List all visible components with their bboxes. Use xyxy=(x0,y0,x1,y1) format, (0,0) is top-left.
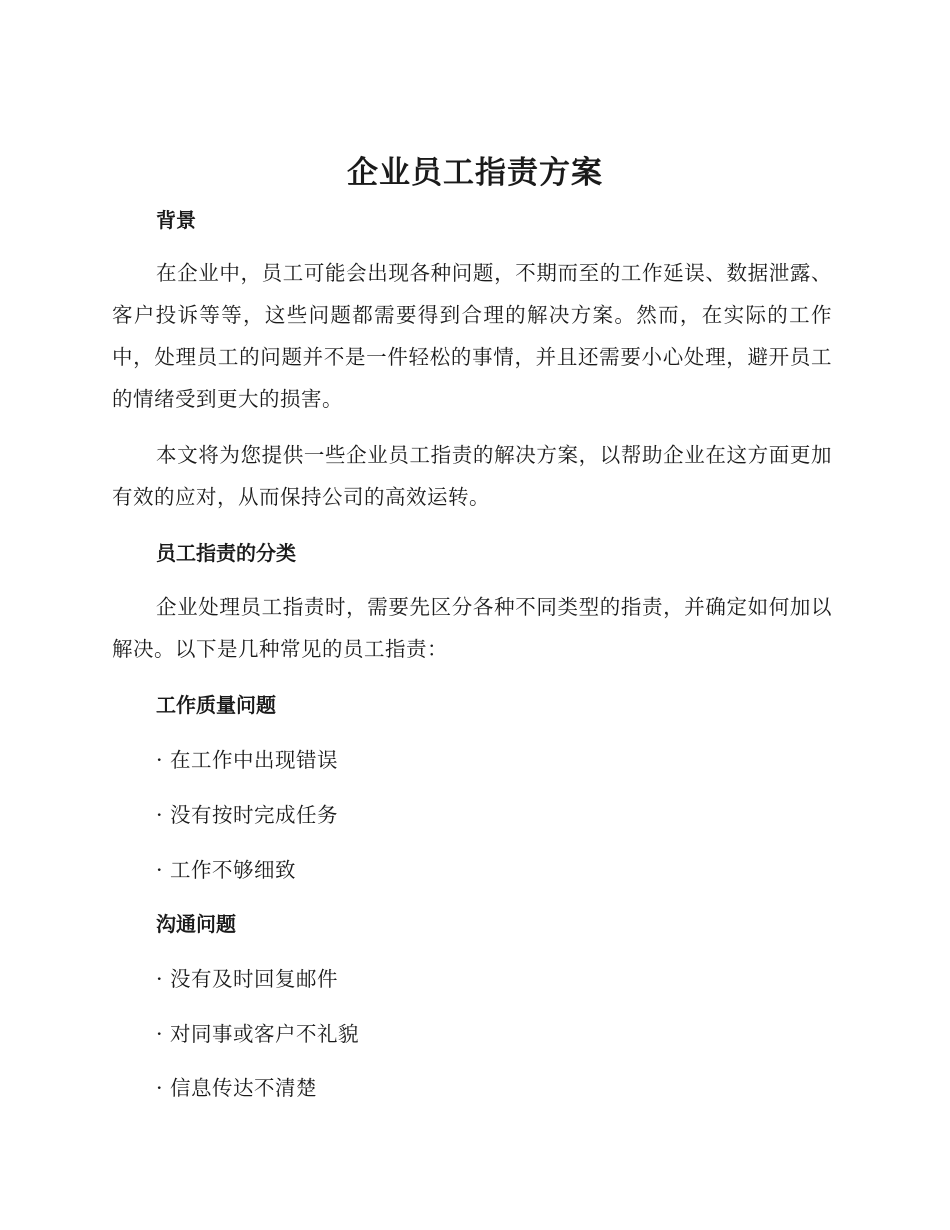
list-item: · 在工作中出现错误 xyxy=(156,748,339,772)
list-item: · 工作不够细致 xyxy=(156,858,297,882)
classification-paragraph: 企业处理员工指责时，需要先区分各种不同类型的指责，并确定如何加以解决。以下是几种常见的员工指责： xyxy=(112,595,832,661)
list-item: · 信息传达不清楚 xyxy=(156,1076,318,1100)
section-heading-classification: 员工指责的分类 xyxy=(156,541,296,565)
list-item: · 没有按时完成任务 xyxy=(156,803,339,827)
section-heading-communication: 沟通问题 xyxy=(156,912,236,936)
background-paragraph-1: 在企业中，员工可能会出现各种问题，不期而至的工作延误、数据泄露、客户投诉等等，这些问题都需要得到合理的解决方案。然而，在实际的工作中，处理员工的问题并不是一件轻松的事情，并且还需要小心处理，避开员工的情绪受到更大的损害。 xyxy=(112,261,832,411)
list-item: · 对同事或客户不礼貌 xyxy=(156,1022,360,1046)
background-paragraph-2: 本文将为您提供一些企业员工指责的解决方案，以帮助企业在这方面更加有效的应对，从而保持公司的高效运转。 xyxy=(112,443,832,509)
list-item: · 没有及时回复邮件 xyxy=(156,967,339,991)
document-title: 企业员工指责方案 xyxy=(347,155,603,191)
section-heading-work-quality: 工作质量问题 xyxy=(156,693,276,717)
section-heading-background: 背景 xyxy=(156,208,196,232)
